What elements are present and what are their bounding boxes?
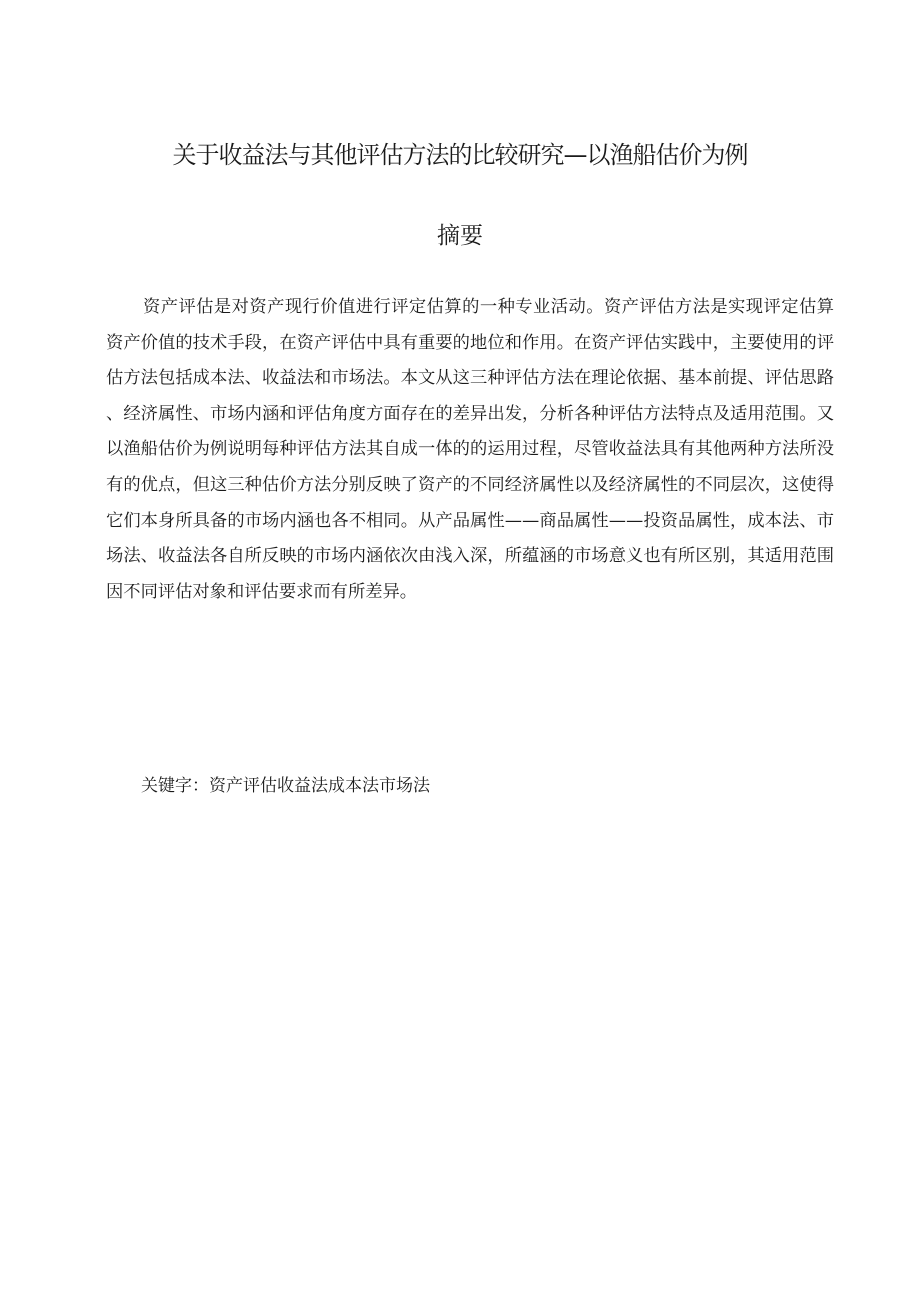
abstract-paragraph: 资产评估是对资产现行价值进行评定估算的一种专业活动。资产评估方法是实现评定估算资产价值的技术手段，在资产评估中具有重要的地位和作用。在资产评估实践中，主要使用的评估方法包括成本法、收益法和市场法。本文从这三种评估方法在理论依据、基本前提、评估思路、经济属性、市场内涵和评估角度方面存在的差异出发，分析各种评估方法特点及适用范围。又以渔船估价为例说明每种评估方法其自成一体的的运用过程，尽管收益法具有其他两种方法所没有的优点，但这三种估价方法分别反映了资产的不同经济属性以及经济属性的不同层次，这使得它们本身所具备的市场内涵也各不相同。从产品属性——商品属性——投资品属性，成本法、市场法、收益法各自所反映的市场内涵依次由浅入深，所蕴涵的市场意义也有所区别，其适用范围因不同评估对象和评估要求而有所差异。 [106, 297, 834, 602]
document-title: 关于收益法与其他评估方法的比较研究—以渔船估价为例 [172, 141, 748, 169]
keywords-line: 关键字：资产评估收益法成本法市场法 [141, 776, 430, 796]
abstract-heading: 摘要 [437, 223, 483, 249]
